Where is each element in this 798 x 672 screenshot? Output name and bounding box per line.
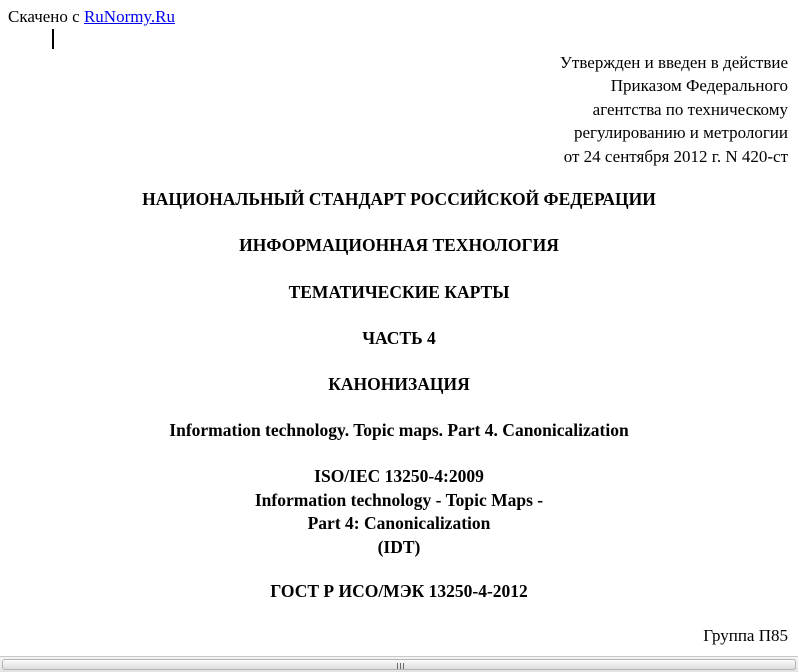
approval-line: агентства по техническому (592, 99, 788, 119)
iso-reference-block (0, 465, 798, 559)
name-heading: КАНОНИЗАЦИЯ (328, 374, 470, 394)
text-cursor (52, 29, 54, 49)
national-standard-heading: НАЦИОНАЛЬНЫЙ СТАНДАРТ РОССИЙСКОЙ ФЕДЕРАЦИИ (142, 189, 656, 209)
topic-heading: ТЕМАТИЧЕСКИЕ КАРТЫ (288, 282, 510, 302)
iso-number: ISO/IEC 13250-4:2009 (314, 466, 484, 486)
horizontal-scrollbar[interactable] (0, 656, 798, 672)
grip-icon (397, 663, 407, 669)
approval-line: от 24 сентября 2012 г. N 420-ст (563, 146, 788, 166)
english-title: Information technology. Topic maps. Part 4. Canonicalization (169, 420, 629, 440)
scrollbar-thumb[interactable] (2, 659, 796, 670)
download-source-line (8, 7, 175, 27)
gost-code: ГОСТ Р ИСО/МЭК 13250-4-2012 (270, 581, 528, 601)
approval-block (368, 51, 788, 168)
classification-group: Группа П85 (703, 626, 788, 645)
subject-heading: ИНФОРМАЦИОННАЯ ТЕХНОЛОГИЯ (239, 235, 559, 255)
download-source-prefix: Скачено с (8, 7, 80, 26)
iso-title-line: Information technology - Topic Maps - (254, 489, 544, 510)
approval-line: регулированию и метрологии (573, 123, 788, 143)
approval-line: Приказом Федерального (610, 76, 788, 96)
part-heading: ЧАСТЬ 4 (362, 328, 436, 348)
runormy-link[interactable]: RuNormy.Ru (83, 7, 175, 26)
approval-line: Утвержден и введен в действие (559, 53, 788, 72)
iso-title-line: Part 4: Canonicalization (307, 513, 491, 533)
iso-degree: (IDT) (377, 536, 421, 557)
